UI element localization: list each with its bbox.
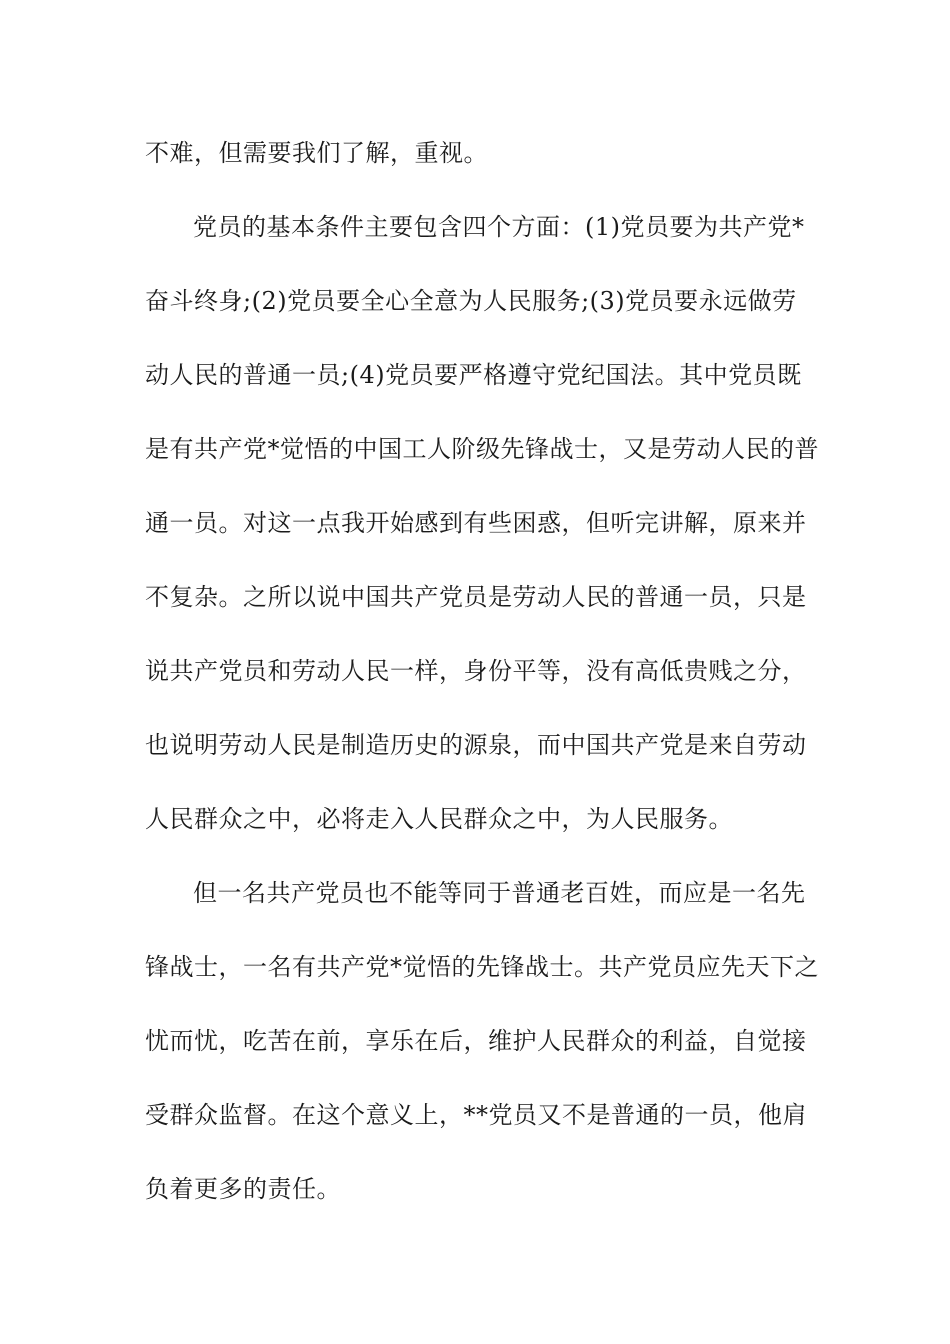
paragraph-first-line: 但一名共产党员也不能等同于普通老百姓，而应是一名先 (193, 879, 806, 907)
text-line: 忧而忧，吃苦在前，享乐在后，维护人民群众的利益，自觉接 (145, 1027, 807, 1055)
text-line: 是有共产党*觉悟的中国工人阶级先锋战士，又是劳动人民的普 (145, 435, 819, 463)
text-line: 不难，但需要我们了解，重视。 (145, 139, 488, 167)
text-line: 负着更多的责任。 (145, 1175, 341, 1203)
text-line: 奋斗终身;(2)党员要全心全意为人民服务;(3)党员要永远做劳 (145, 287, 797, 315)
text-line: 锋战士，一名有共产党*觉悟的先锋战士。共产党员应先天下之 (145, 953, 819, 981)
text-line: 人民群众之中，必将走入人民群众之中，为人民服务。 (145, 805, 733, 833)
text-line: 通一员。对这一点我开始感到有些困惑，但听完讲解，原来并 (145, 509, 807, 537)
text-line: 动人民的普通一员;(4)党员要严格遵守党纪国法。其中党员既 (145, 361, 802, 389)
paragraph-first-line: 党员的基本条件主要包含四个方面：(1)党员要为共产党* (193, 213, 805, 241)
text-line: 说共产党员和劳动人民一样，身份平等，没有高低贵贱之分， (145, 657, 807, 685)
text-line: 不复杂。之所以说中国共产党员是劳动人民的普通一员，只是 (145, 583, 807, 611)
text-line: 受群众监督。在这个意义上，**党员又不是普通的一员，他肩 (145, 1101, 807, 1129)
text-line: 也说明劳动人民是制造历史的源泉，而中国共产党是来自劳动 (145, 731, 807, 759)
